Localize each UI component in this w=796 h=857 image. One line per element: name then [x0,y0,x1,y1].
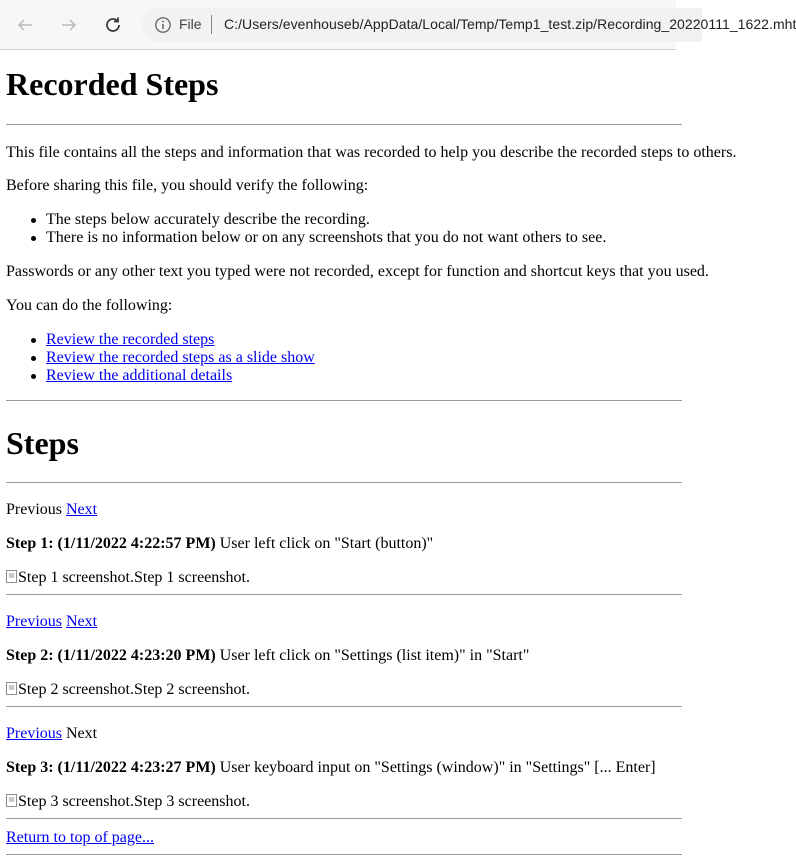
step-3-action: User keyboard input on "Settings (window)" in "Settings" [... Enter] [215,759,656,776]
step-1-description [6,535,433,553]
verify-intro-text: Before sharing this file, you should verify the following: [6,177,369,194]
next-link[interactable]: Next [66,501,98,518]
address-bar[interactable] [142,8,796,42]
divider [6,400,682,401]
scheme-label: File [179,16,202,32]
step-2-description [6,647,529,665]
step-2-header: Step 2: (1/11/2022 4:23:20 PM) [6,647,216,664]
link-item [46,367,232,385]
step-2-action: User left click on "Settings (list item)" in "Start" [215,647,530,664]
divider [6,854,682,855]
forward-button[interactable] [55,11,83,39]
divider [6,124,682,125]
step-1-screenshot [6,569,250,587]
broken-image-icon [6,682,17,695]
step-3-image-alt: Step 3 screenshot.Step 3 screenshot. [18,793,250,810]
step-3-header: Step 3: (1/11/2022 4:23:27 PM) [6,759,216,776]
step-2-image-alt: Step 2 screenshot.Step 2 screenshot. [18,681,250,698]
verify-item: There is no information below or on any screenshots that you do not want others to see. [46,229,607,246]
divider [6,594,682,595]
return-row [6,829,154,847]
passwords-note: Passwords or any other text you typed were not recorded, except for function and shortcut keys that you used. [6,263,709,280]
info-icon[interactable] [154,16,172,34]
review-details-link[interactable]: Review the additional details [46,367,233,384]
link-item [46,349,315,367]
step-1-action: User left click on "Start (button)" [215,535,434,552]
broken-image-icon [6,570,17,583]
intro-text: This file contains all the steps and information that was recorded to help you describe the recorded steps to others. [6,144,737,161]
step-nav [6,725,97,743]
broken-image-icon [6,794,17,807]
divider [6,706,682,707]
review-steps-link[interactable]: Review the recorded steps [46,331,215,348]
link-item [46,331,214,349]
page-title: Recorded Steps [6,66,219,102]
url-text[interactable]: C:/Users/evenhouseb/AppData/Local/Temp/Temp1_test.zip/Recording_20220111_1622.mht [224,16,796,32]
divider [6,482,682,483]
arrow-left-icon [16,16,34,34]
address-divider [211,15,212,34]
browser-toolbar [0,0,796,50]
step-3-description [6,759,656,777]
step-nav [6,501,97,519]
arrow-right-icon [60,16,78,34]
return-to-top-link[interactable]: Return to top of page... [6,829,154,846]
reload-icon [104,16,122,34]
review-slideshow-link[interactable]: Review the recorded steps as a slide show [46,349,315,366]
steps-heading: Steps [6,425,79,461]
step-nav [6,613,97,631]
next-text: Next [66,725,98,742]
verify-item: The steps below accurately describe the recording. [46,211,370,228]
reload-button[interactable] [99,11,127,39]
step-1-image-alt: Step 1 screenshot.Step 1 screenshot. [18,569,250,586]
previous-link[interactable]: Previous [6,613,62,630]
divider [6,818,682,819]
step-3-screenshot [6,793,250,811]
step-2-screenshot [6,681,250,699]
step-1-header: Step 1: (1/11/2022 4:22:57 PM) [6,535,216,552]
back-button[interactable] [11,11,39,39]
previous-link[interactable]: Previous [6,725,62,742]
next-link[interactable]: Next [66,613,98,630]
can-do-text: You can do the following: [6,297,173,314]
previous-text: Previous [6,501,62,518]
